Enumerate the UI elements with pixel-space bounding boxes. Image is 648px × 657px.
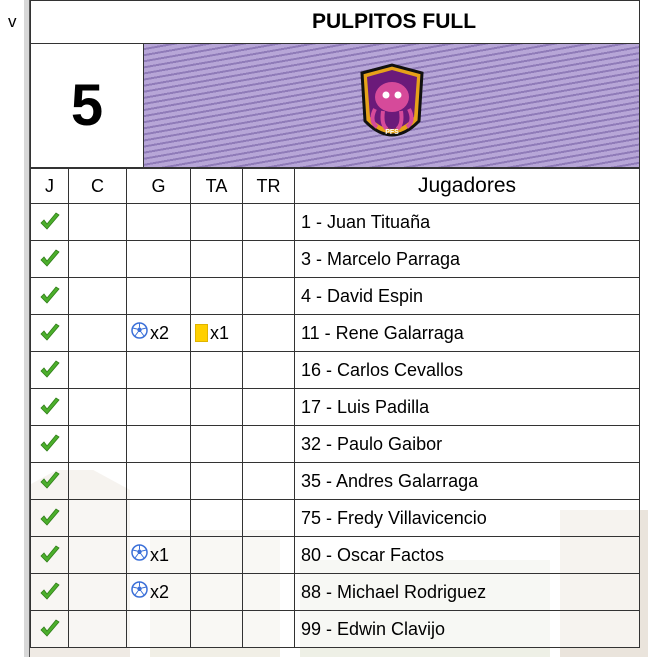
- player-name: 80 - Oscar Factos: [295, 537, 640, 574]
- yellow-card-icon: [195, 324, 208, 342]
- red-card-cell: [243, 500, 295, 537]
- player-name: 1 - Juan Tituaña: [295, 204, 640, 241]
- table-row: [31, 537, 640, 574]
- player-name: 75 - Fredy Villavicencio: [295, 500, 640, 537]
- team-number: 5: [70, 73, 104, 138]
- table-row: [31, 315, 640, 352]
- goals-count: x2: [150, 322, 170, 343]
- red-card-cell: [243, 315, 295, 352]
- checkmark-icon: [31, 397, 68, 417]
- player-name: 11 - Rene Galarraga: [295, 315, 640, 352]
- played-cell: [31, 500, 69, 537]
- yellow-card-cell: [191, 537, 243, 574]
- played-cell: [31, 389, 69, 426]
- red-card-cell: [243, 204, 295, 241]
- table-row: [31, 500, 640, 537]
- yellow-card-cell: [191, 611, 243, 648]
- red-card-cell: [243, 611, 295, 648]
- header-g: G: [127, 169, 191, 204]
- checkmark-icon: [31, 508, 68, 528]
- goals-cell: [127, 241, 191, 278]
- captain-cell: [69, 352, 127, 389]
- yellow-card-cell: [191, 278, 243, 315]
- goals-count: x2: [150, 581, 170, 602]
- roster-table: [30, 168, 640, 648]
- header-c: C: [69, 169, 127, 204]
- yellow-card-cell: [191, 500, 243, 537]
- yellow-card-cell: [191, 204, 243, 241]
- header-players: Jugadores: [295, 169, 640, 204]
- played-cell: [31, 537, 69, 574]
- red-card-cell: [243, 463, 295, 500]
- team-title-row: [30, 0, 640, 44]
- header-j: J: [31, 169, 69, 204]
- played-cell: [31, 315, 69, 352]
- header-row: [31, 169, 640, 204]
- checkmark-icon: [31, 545, 68, 565]
- table-row: [31, 204, 640, 241]
- player-name: 35 - Andres Galarraga: [295, 463, 640, 500]
- goals-cell: [127, 463, 191, 500]
- table-row: [31, 389, 640, 426]
- table-row: [31, 426, 640, 463]
- played-cell: [31, 574, 69, 611]
- header-tr: TR: [243, 169, 295, 204]
- logo-text: PFS: [384, 128, 399, 136]
- checkmark-icon: [31, 249, 68, 269]
- player-name: 99 - Edwin Clavijo: [295, 611, 640, 648]
- table-row: [31, 352, 640, 389]
- goals-cell: [127, 389, 191, 426]
- checkmark-icon: [31, 471, 68, 491]
- red-card-cell: [243, 389, 295, 426]
- red-card-cell: [243, 537, 295, 574]
- captain-cell: [69, 389, 127, 426]
- played-cell: [31, 241, 69, 278]
- yellow-card-cell: [191, 352, 243, 389]
- soccer-ball-icon: [131, 544, 148, 566]
- red-card-cell: [243, 574, 295, 611]
- played-cell: [31, 463, 69, 500]
- player-name: 17 - Luis Padilla: [295, 389, 640, 426]
- checkmark-icon: [31, 619, 68, 639]
- player-name: 32 - Paulo Gaibor: [295, 426, 640, 463]
- yellow-card-cell: [191, 389, 243, 426]
- player-name: 88 - Michael Rodriguez: [295, 574, 640, 611]
- soccer-ball-icon: [131, 581, 148, 603]
- table-row: [31, 241, 640, 278]
- played-cell: [31, 204, 69, 241]
- captain-cell: [69, 278, 127, 315]
- red-card-cell: [243, 426, 295, 463]
- goals-cell: [127, 574, 191, 611]
- captain-cell: [69, 537, 127, 574]
- captain-cell: [69, 463, 127, 500]
- goals-cell: [127, 204, 191, 241]
- played-cell: [31, 426, 69, 463]
- yellow-card-count: x1: [210, 322, 230, 343]
- goals-cell: [127, 537, 191, 574]
- red-card-cell: [243, 241, 295, 278]
- roster-body: [31, 204, 640, 648]
- yellow-card-cell: [191, 426, 243, 463]
- player-name: 16 - Carlos Cevallos: [295, 352, 640, 389]
- goals-cell: [127, 500, 191, 537]
- table-row: [31, 278, 640, 315]
- yellow-card-cell: [191, 315, 243, 352]
- player-name: 4 - David Espin: [295, 278, 640, 315]
- team-number-box: [30, 43, 144, 168]
- goals-cell: [127, 315, 191, 352]
- goals-cell: [127, 278, 191, 315]
- checkmark-icon: [31, 434, 68, 454]
- checkmark-icon: [31, 286, 68, 306]
- team-name: PULPITOS FULL: [311, 10, 477, 33]
- table-row: [31, 463, 640, 500]
- checkmark-icon: [31, 212, 68, 232]
- table-row: [31, 611, 640, 648]
- player-name: 3 - Marcelo Parraga: [295, 241, 640, 278]
- left-margin: [0, 0, 30, 657]
- side-label: v: [8, 12, 17, 31]
- captain-cell: [69, 204, 127, 241]
- red-card-cell: [243, 278, 295, 315]
- played-cell: [31, 611, 69, 648]
- goals-cell: [127, 611, 191, 648]
- checkmark-icon: [31, 360, 68, 380]
- captain-cell: [69, 500, 127, 537]
- goals-cell: [127, 352, 191, 389]
- captain-cell: [69, 315, 127, 352]
- goals-count: x1: [150, 544, 170, 565]
- goals-cell: [127, 426, 191, 463]
- soccer-ball-icon: [131, 322, 148, 344]
- yellow-card-cell: [191, 241, 243, 278]
- yellow-card-cell: [191, 574, 243, 611]
- header-ta: TA: [191, 169, 243, 204]
- team-banner: [143, 43, 640, 168]
- yellow-card-cell: [191, 463, 243, 500]
- played-cell: [31, 278, 69, 315]
- red-card-cell: [243, 352, 295, 389]
- captain-cell: [69, 611, 127, 648]
- team-logo-icon: [347, 61, 437, 151]
- table-row: [31, 574, 640, 611]
- captain-cell: [69, 241, 127, 278]
- captain-cell: [69, 574, 127, 611]
- checkmark-icon: [31, 323, 68, 343]
- team-card: [30, 0, 641, 657]
- played-cell: [31, 352, 69, 389]
- checkmark-icon: [31, 582, 68, 602]
- captain-cell: [69, 426, 127, 463]
